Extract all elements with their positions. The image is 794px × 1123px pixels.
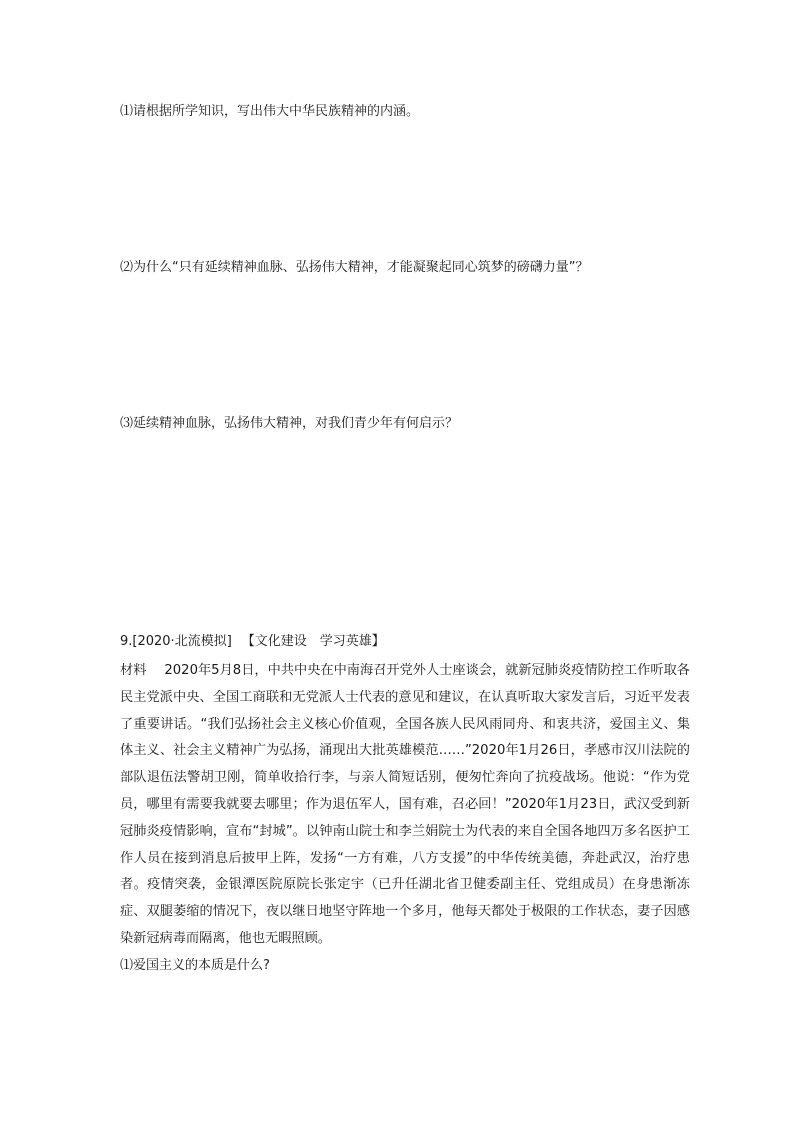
- problem-number: 9.: [120, 634, 133, 649]
- material-paragraph: [120, 658, 690, 953]
- question-1: ⑴请根据所学知识，写出伟大中华民族精神的内涵。: [120, 104, 420, 119]
- problem-source: [2020·北流模拟]: [132, 634, 232, 649]
- sub-question-1: ⑴爱国主义的本质是什么?: [120, 957, 270, 973]
- material-label: 材料: [120, 663, 147, 678]
- material-text: 2020年5月8日，中共中央在中南海召开党外人士座谈会，就新冠肺炎疫情防控工作听取各民主党派中央、全国工商联和无党派人士代表的意见和建议，在认真听取大家发言后，习近平发表了重要讲话。“我们弘扬社会主义核心价值观，全国各族人民风雨同舟、和衷共济，爱国主义、集体主义、社会主义精神广为弘扬，涌现出大批英雄模范……”2020年1月26日，孝感市汉川法院的部队退伍法警胡卫刚，简单收拾行李，与亲人简短话别，便匆忙奔向了抗疫战场。他说：“作为党员，哪里有需要我就要去哪里；作为退伍军人，国有难，召必回！”2020年1月23日，武汉受到新冠肺炎疫情影响，宣布“封城”。以钟南山院士和李兰娟院士为代表的来自全国各地四万多名医护工作人员在接到消息后披甲上阵，发扬“一方有难，八方支援”的中华传统美德，奔赴武汉，治疗患者。疫情突袭，金银潭医院原院长张定宇（已升任湖北省卫健委副主任、党组成员）在身患渐冻症、双腿萎缩的情况下，夜以继日地坚守阵地一个多月，他每天都处于极限的工作状态，妻子因感染新冠病毒而隔离，他也无暇照顾。: [120, 663, 690, 946]
- question-2: ⑵为什么“只有延续精神血脉、弘扬伟大精神，才能凝聚起同心筑梦的磅礴力量”？: [120, 260, 589, 275]
- question-3: ⑶延续精神血脉，弘扬伟大精神，对我们青少年有何启示？: [120, 416, 459, 431]
- problem-header: [120, 632, 690, 652]
- problem-topic: 【文化建设 学习英雄】: [241, 634, 385, 649]
- problem-9: [120, 632, 690, 977]
